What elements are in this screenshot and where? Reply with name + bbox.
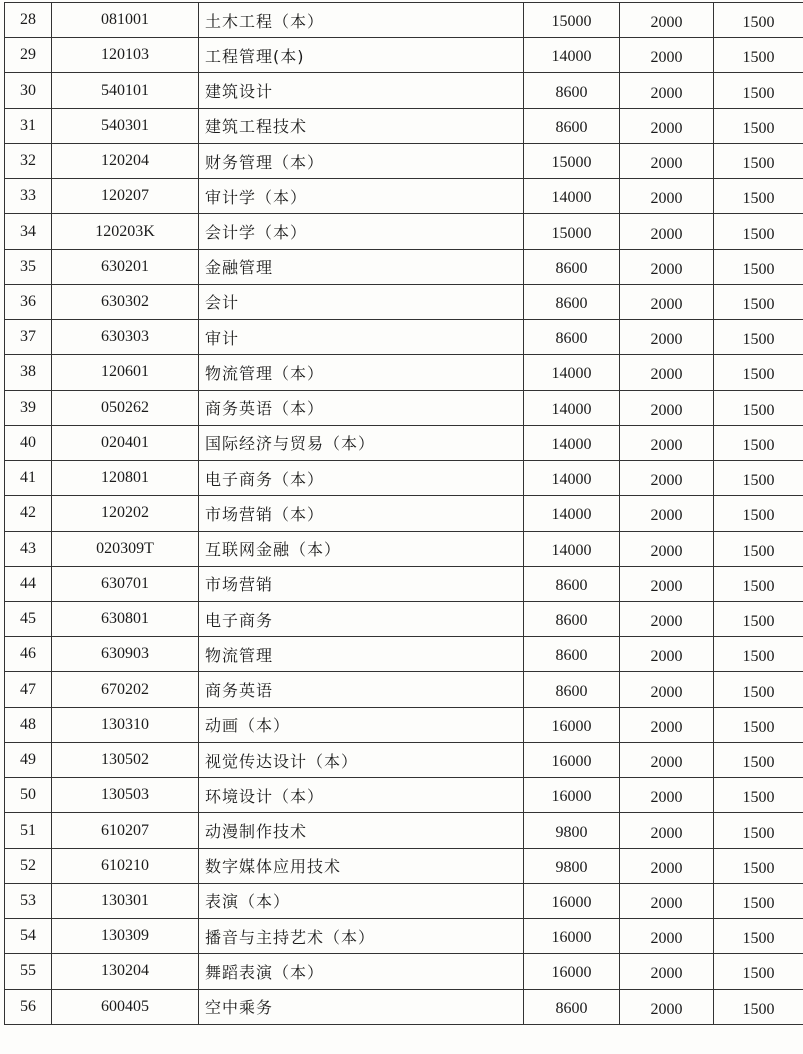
major-name-cell: 舞蹈表演（本） xyxy=(199,954,524,989)
accommodation-fee-cell: 2000 xyxy=(620,672,714,707)
major-name-cell: 国际经济与贸易（本） xyxy=(199,425,524,460)
accommodation-fee-cell: 2000 xyxy=(620,73,714,108)
tuition-fee-cell: 14000 xyxy=(524,390,620,425)
major-name-cell: 财务管理（本） xyxy=(199,143,524,178)
tuition-fee-cell: 14000 xyxy=(524,355,620,390)
major-code-cell: 630201 xyxy=(52,249,199,284)
tuition-fee-cell: 14000 xyxy=(524,461,620,496)
row-number-cell: 54 xyxy=(5,919,52,954)
table-row xyxy=(5,390,803,425)
major-name-cell: 电子商务（本） xyxy=(199,461,524,496)
major-code-cell: 630801 xyxy=(52,601,199,636)
table-row xyxy=(5,637,803,672)
major-name-cell: 互联网金融（本） xyxy=(199,531,524,566)
major-name-cell: 环境设计（本） xyxy=(199,778,524,813)
table-row xyxy=(5,601,803,636)
major-code-cell: 610210 xyxy=(52,848,199,883)
accommodation-fee-cell: 2000 xyxy=(620,496,714,531)
tuition-fee-cell: 16000 xyxy=(524,778,620,813)
other-fee-cell: 1500 xyxy=(714,742,803,777)
tuition-fee-cell: 9800 xyxy=(524,813,620,848)
other-fee-cell: 1500 xyxy=(714,108,803,143)
row-number-cell: 38 xyxy=(5,355,52,390)
major-name-cell: 物流管理（本） xyxy=(199,355,524,390)
major-code-cell: 130310 xyxy=(52,707,199,742)
other-fee-cell: 1500 xyxy=(714,778,803,813)
accommodation-fee-cell: 2000 xyxy=(620,848,714,883)
row-number-cell: 56 xyxy=(5,989,52,1024)
major-code-cell: 670202 xyxy=(52,672,199,707)
row-number-cell: 51 xyxy=(5,813,52,848)
table-row xyxy=(5,531,803,566)
table-row xyxy=(5,883,803,918)
table-row xyxy=(5,108,803,143)
major-name-cell: 视觉传达设计（本） xyxy=(199,742,524,777)
other-fee-cell: 1500 xyxy=(714,637,803,672)
accommodation-fee-cell: 2000 xyxy=(620,601,714,636)
row-number-cell: 44 xyxy=(5,566,52,601)
major-name-cell: 播音与主持艺术（本） xyxy=(199,919,524,954)
major-name-cell: 土木工程（本） xyxy=(199,3,524,38)
other-fee-cell: 1500 xyxy=(714,214,803,249)
tuition-fee-cell: 14000 xyxy=(524,496,620,531)
row-number-cell: 28 xyxy=(5,3,52,38)
major-name-cell: 审计学（本） xyxy=(199,179,524,214)
table-row xyxy=(5,989,803,1024)
tuition-fee-cell: 16000 xyxy=(524,742,620,777)
other-fee-cell: 1500 xyxy=(714,284,803,319)
major-code-cell: 130204 xyxy=(52,954,199,989)
table-row xyxy=(5,425,803,460)
row-number-cell: 42 xyxy=(5,496,52,531)
major-code-cell: 630302 xyxy=(52,284,199,319)
tuition-fee-cell: 14000 xyxy=(524,179,620,214)
other-fee-cell: 1500 xyxy=(714,566,803,601)
table-row xyxy=(5,461,803,496)
accommodation-fee-cell: 2000 xyxy=(620,179,714,214)
tuition-fee-cell: 16000 xyxy=(524,919,620,954)
tuition-fee-cell: 16000 xyxy=(524,883,620,918)
row-number-cell: 46 xyxy=(5,637,52,672)
row-number-cell: 29 xyxy=(5,38,52,73)
tuition-fee-cell: 8600 xyxy=(524,284,620,319)
major-name-cell: 会计学（本） xyxy=(199,214,524,249)
major-code-cell: 130301 xyxy=(52,883,199,918)
other-fee-cell: 1500 xyxy=(714,143,803,178)
other-fee-cell: 1500 xyxy=(714,919,803,954)
row-number-cell: 35 xyxy=(5,249,52,284)
major-code-cell: 130503 xyxy=(52,778,199,813)
table-row xyxy=(5,284,803,319)
other-fee-cell: 1500 xyxy=(714,320,803,355)
accommodation-fee-cell: 2000 xyxy=(620,813,714,848)
other-fee-cell: 1500 xyxy=(714,848,803,883)
other-fee-cell: 1500 xyxy=(714,3,803,38)
other-fee-cell: 1500 xyxy=(714,672,803,707)
major-code-cell: 630303 xyxy=(52,320,199,355)
accommodation-fee-cell: 2000 xyxy=(620,249,714,284)
major-code-cell: 120103 xyxy=(52,38,199,73)
tuition-fee-cell: 15000 xyxy=(524,214,620,249)
row-number-cell: 47 xyxy=(5,672,52,707)
other-fee-cell: 1500 xyxy=(714,390,803,425)
table-row xyxy=(5,143,803,178)
row-number-cell: 43 xyxy=(5,531,52,566)
tuition-fee-cell: 16000 xyxy=(524,954,620,989)
row-number-cell: 40 xyxy=(5,425,52,460)
major-name-cell: 物流管理 xyxy=(199,637,524,672)
table-row xyxy=(5,496,803,531)
table-row xyxy=(5,179,803,214)
other-fee-cell: 1500 xyxy=(714,954,803,989)
table-row xyxy=(5,355,803,390)
major-code-cell: 120203K xyxy=(52,214,199,249)
other-fee-cell: 1500 xyxy=(714,179,803,214)
other-fee-cell: 1500 xyxy=(714,425,803,460)
table-row xyxy=(5,249,803,284)
tuition-fee-cell: 8600 xyxy=(524,108,620,143)
accommodation-fee-cell: 2000 xyxy=(620,637,714,672)
major-name-cell: 商务英语（本） xyxy=(199,390,524,425)
table-row xyxy=(5,672,803,707)
accommodation-fee-cell: 2000 xyxy=(620,390,714,425)
tuition-fee-cell: 8600 xyxy=(524,601,620,636)
major-code-cell: 020309T xyxy=(52,531,199,566)
table-row xyxy=(5,566,803,601)
row-number-cell: 41 xyxy=(5,461,52,496)
table-row xyxy=(5,919,803,954)
other-fee-cell: 1500 xyxy=(714,461,803,496)
major-name-cell: 审计 xyxy=(199,320,524,355)
accommodation-fee-cell: 2000 xyxy=(620,108,714,143)
other-fee-cell: 1500 xyxy=(714,38,803,73)
table-row xyxy=(5,742,803,777)
accommodation-fee-cell: 2000 xyxy=(620,3,714,38)
other-fee-cell: 1500 xyxy=(714,73,803,108)
accommodation-fee-cell: 2000 xyxy=(620,355,714,390)
major-code-cell: 120601 xyxy=(52,355,199,390)
row-number-cell: 31 xyxy=(5,108,52,143)
tuition-fee-cell: 8600 xyxy=(524,73,620,108)
table-row xyxy=(5,954,803,989)
major-name-cell: 会计 xyxy=(199,284,524,319)
table-row xyxy=(5,813,803,848)
row-number-cell: 50 xyxy=(5,778,52,813)
other-fee-cell: 1500 xyxy=(714,355,803,390)
row-number-cell: 34 xyxy=(5,214,52,249)
major-code-cell: 120801 xyxy=(52,461,199,496)
major-code-cell: 081001 xyxy=(52,3,199,38)
tuition-fee-cell: 15000 xyxy=(524,143,620,178)
major-name-cell: 建筑工程技术 xyxy=(199,108,524,143)
accommodation-fee-cell: 2000 xyxy=(620,778,714,813)
major-code-cell: 540301 xyxy=(52,108,199,143)
tuition-fee-cell: 8600 xyxy=(524,566,620,601)
row-number-cell: 52 xyxy=(5,848,52,883)
accommodation-fee-cell: 2000 xyxy=(620,707,714,742)
major-code-cell: 540101 xyxy=(52,73,199,108)
major-code-cell: 120204 xyxy=(52,143,199,178)
accommodation-fee-cell: 2000 xyxy=(620,461,714,496)
table-row xyxy=(5,214,803,249)
accommodation-fee-cell: 2000 xyxy=(620,38,714,73)
other-fee-cell: 1500 xyxy=(714,707,803,742)
row-number-cell: 37 xyxy=(5,320,52,355)
tuition-fee-cell: 14000 xyxy=(524,531,620,566)
accommodation-fee-cell: 2000 xyxy=(620,989,714,1024)
row-number-cell: 45 xyxy=(5,601,52,636)
tuition-fee-cell: 8600 xyxy=(524,637,620,672)
row-number-cell: 33 xyxy=(5,179,52,214)
other-fee-cell: 1500 xyxy=(714,496,803,531)
major-name-cell: 金融管理 xyxy=(199,249,524,284)
major-name-cell: 工程管理(本) xyxy=(199,38,524,73)
major-code-cell: 130502 xyxy=(52,742,199,777)
other-fee-cell: 1500 xyxy=(714,601,803,636)
tuition-fee-cell: 8600 xyxy=(524,989,620,1024)
major-name-cell: 商务英语 xyxy=(199,672,524,707)
major-code-cell: 130309 xyxy=(52,919,199,954)
row-number-cell: 48 xyxy=(5,707,52,742)
tuition-fee-cell: 14000 xyxy=(524,38,620,73)
table-row xyxy=(5,778,803,813)
major-name-cell: 动漫制作技术 xyxy=(199,813,524,848)
major-name-cell: 建筑设计 xyxy=(199,73,524,108)
tuition-fee-cell: 14000 xyxy=(524,425,620,460)
tuition-fee-cell: 9800 xyxy=(524,848,620,883)
major-code-cell: 020401 xyxy=(52,425,199,460)
major-code-cell: 630903 xyxy=(52,637,199,672)
accommodation-fee-cell: 2000 xyxy=(620,284,714,319)
other-fee-cell: 1500 xyxy=(714,989,803,1024)
accommodation-fee-cell: 2000 xyxy=(620,143,714,178)
tuition-fee-cell: 8600 xyxy=(524,672,620,707)
major-code-cell: 050262 xyxy=(52,390,199,425)
row-number-cell: 55 xyxy=(5,954,52,989)
major-name-cell: 表演（本） xyxy=(199,883,524,918)
table-row xyxy=(5,73,803,108)
other-fee-cell: 1500 xyxy=(714,813,803,848)
accommodation-fee-cell: 2000 xyxy=(620,566,714,601)
fee-table-body xyxy=(5,3,803,1025)
major-name-cell: 数字媒体应用技术 xyxy=(199,848,524,883)
major-code-cell: 120202 xyxy=(52,496,199,531)
major-name-cell: 动画（本） xyxy=(199,707,524,742)
row-number-cell: 32 xyxy=(5,143,52,178)
table-row xyxy=(5,707,803,742)
table-row xyxy=(5,848,803,883)
table-row xyxy=(5,3,803,38)
major-name-cell: 空中乘务 xyxy=(199,989,524,1024)
table-row xyxy=(5,320,803,355)
row-number-cell: 39 xyxy=(5,390,52,425)
accommodation-fee-cell: 2000 xyxy=(620,919,714,954)
row-number-cell: 53 xyxy=(5,883,52,918)
accommodation-fee-cell: 2000 xyxy=(620,320,714,355)
major-code-cell: 630701 xyxy=(52,566,199,601)
tuition-fee-cell: 8600 xyxy=(524,249,620,284)
tuition-fee-cell: 15000 xyxy=(524,3,620,38)
major-name-cell: 市场营销（本） xyxy=(199,496,524,531)
accommodation-fee-cell: 2000 xyxy=(620,742,714,777)
accommodation-fee-cell: 2000 xyxy=(620,214,714,249)
other-fee-cell: 1500 xyxy=(714,883,803,918)
fee-table xyxy=(4,2,803,1025)
accommodation-fee-cell: 2000 xyxy=(620,425,714,460)
accommodation-fee-cell: 2000 xyxy=(620,531,714,566)
table-row xyxy=(5,38,803,73)
row-number-cell: 30 xyxy=(5,73,52,108)
major-name-cell: 电子商务 xyxy=(199,601,524,636)
major-code-cell: 600405 xyxy=(52,989,199,1024)
other-fee-cell: 1500 xyxy=(714,249,803,284)
major-name-cell: 市场营销 xyxy=(199,566,524,601)
row-number-cell: 49 xyxy=(5,742,52,777)
major-code-cell: 610207 xyxy=(52,813,199,848)
tuition-fee-cell: 16000 xyxy=(524,707,620,742)
accommodation-fee-cell: 2000 xyxy=(620,883,714,918)
tuition-fee-cell: 8600 xyxy=(524,320,620,355)
major-code-cell: 120207 xyxy=(52,179,199,214)
accommodation-fee-cell: 2000 xyxy=(620,954,714,989)
other-fee-cell: 1500 xyxy=(714,531,803,566)
row-number-cell: 36 xyxy=(5,284,52,319)
